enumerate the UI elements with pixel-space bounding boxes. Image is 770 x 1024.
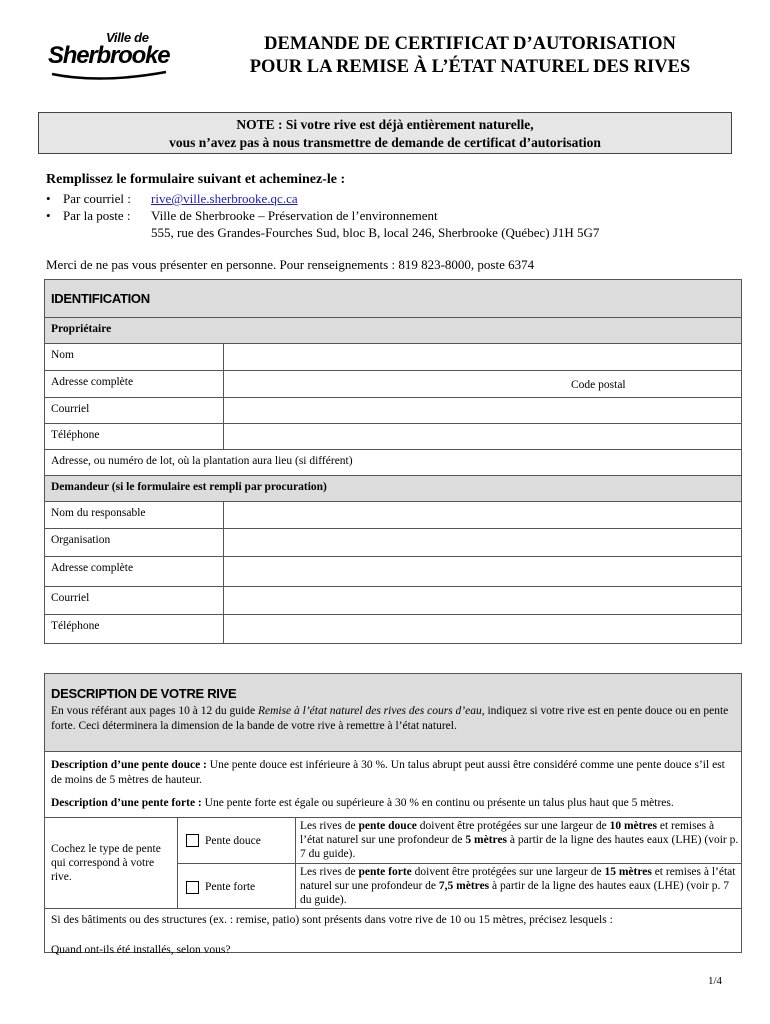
plantation-address-row[interactable]: Adresse, ou numéro de lot, où la plantation aura lieu (si différent)	[45, 450, 741, 476]
logo-swoosh-icon	[50, 70, 168, 82]
owner-phone-row: Téléphone	[45, 424, 741, 450]
owner-address-row: Adresse complète Code postal	[45, 371, 741, 398]
checkbox-icon[interactable]	[186, 881, 199, 894]
requester-name-row: Nom du responsable	[45, 502, 741, 529]
description-section	[44, 673, 742, 956]
page-title: DEMANDE DE CERTIFICAT D’AUTORISATION POUR LA REMISE À L’ÉTAT NATUREL DES RIVES	[249, 34, 691, 77]
requester-phone-row: Téléphone	[45, 615, 741, 643]
checkbox-icon[interactable]	[186, 834, 199, 847]
owner-address-field[interactable]	[224, 371, 741, 397]
description-intro: En vous référant aux pages 10 à 12 du guide Remise à l’état naturel des rives des cours d’eau, indiquez si votre rive est en pente douce ou en pente forte. Ceci déterminera la dimension de la bande de votre rive à remettre à l’état naturel.	[51, 705, 729, 732]
requester-address-row: Adresse complète	[45, 557, 741, 587]
requester-address-field[interactable]	[224, 557, 741, 586]
owner-heading: Propriétaire	[45, 318, 741, 344]
bullet-icon: •	[46, 191, 51, 206]
note-box: NOTE : Si votre rive est déjà entièrement naturelle, vous n’avez pas à nous transmettre de demande de certificat d’autorisation	[38, 112, 732, 154]
gentle-slope-description: Description d’une pente douce : Une pente douce est inférieure à 30 %. Un talus abrupt peut aussi être considéré comme une pente douce s’il est de moins de 5 mètres de hauteur.	[51, 759, 725, 786]
identification-heading: IDENTIFICATION	[45, 280, 741, 318]
email-link[interactable]: rive@ville.sherbrooke.qc.ca	[151, 191, 298, 206]
requester-org-field[interactable]	[224, 529, 741, 556]
contact-info: Merci de ne pas vous présenter en personne. Pour renseignements : 819 823-8000, poste 6374	[46, 257, 535, 272]
gentle-slope-rule: Les rives de pente douce doivent être protégées sur une largeur de 10 mètres et remises à l’état naturel sur une profondeur de 5 mètres à partir de la ligne des hautes eaux (LHE) (voir p. 7 du guide).	[296, 818, 741, 864]
steep-slope-rule: Les rives de pente forte doivent être protégées sur une largeur de 15 mètres et remises à l’état naturel sur une profondeur de 7,5 mètres à partir de la ligne des hautes eaux (LHE) (voir p. 7 du guide).	[300, 866, 736, 906]
slope-check-instruction: Cochez le type de pente qui correspond à votre rive.	[45, 818, 178, 908]
postal-code-label: Code postal	[571, 379, 626, 391]
buildings-question[interactable]: Si des bâtiments ou des structures (ex. : remise, patio) sont présents dans votre rive de 10 ou 15 mètres, précisez lesquels : Quand ont-ils été installés, selon vous?	[45, 909, 741, 962]
logo-ville-de: Ville de	[106, 30, 149, 45]
sherbrooke-logo	[46, 30, 171, 86]
description-heading: DESCRIPTION DE VOTRE RIVE	[51, 686, 237, 701]
bullet-icon: •	[46, 208, 51, 223]
identification-section	[44, 279, 742, 644]
gentle-slope-option[interactable]: Pente douce	[178, 818, 295, 864]
requester-phone-field[interactable]	[224, 615, 741, 643]
requester-name-field[interactable]	[224, 502, 741, 528]
logo-name: Sherbrooke	[48, 42, 170, 69]
owner-email-row: Courriel	[45, 398, 741, 424]
installed-question: Quand ont-ils été installés, selon vous?	[51, 944, 231, 956]
instructions-heading: Remplissez le formulaire suivant et acheminez-le :	[46, 172, 346, 187]
owner-name-field[interactable]	[224, 344, 741, 370]
steep-slope-description: Description d’une pente forte : Une pente forte est égale ou supérieure à 30 % en continu ou présente un talus plus haut que 5 mètres.	[51, 797, 674, 809]
slope-type-grid	[45, 817, 741, 909]
steep-slope-option[interactable]: Pente forte	[178, 864, 295, 910]
requester-heading: Demandeur (si le formulaire est rempli par procuration)	[45, 476, 741, 502]
owner-email-field[interactable]	[224, 398, 741, 423]
owner-name-row: Nom	[45, 344, 741, 371]
page-number: 1/4	[708, 975, 723, 987]
requester-email-row: Courriel	[45, 587, 741, 615]
requester-email-field[interactable]	[224, 587, 741, 614]
requester-org-row: Organisation	[45, 529, 741, 557]
owner-phone-field[interactable]	[224, 424, 741, 449]
send-options: • Par courriel : rive@ville.sherbrooke.qc.ca • Par la poste : Ville de Sherbrooke – Préservation de l’environnement 555, rue des Grandes-Fourches Sud, bloc B, local 246, Sherbrooke (Québec) J1H 5G7	[46, 191, 600, 240]
